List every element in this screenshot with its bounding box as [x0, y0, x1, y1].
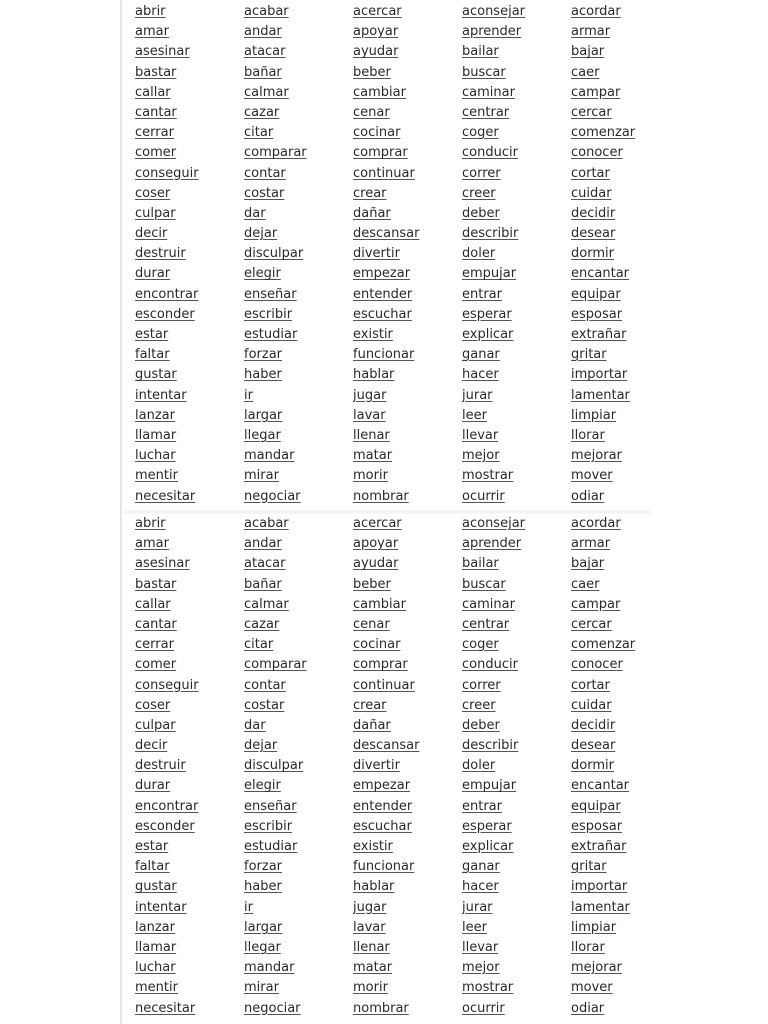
verb-link[interactable]: bailar [462, 44, 499, 60]
verb-link[interactable]: escribir [244, 306, 293, 322]
verb-link[interactable]: mandar [244, 960, 295, 976]
verb-link[interactable]: aconsejar [462, 516, 526, 531]
verb-link[interactable]: centrar [462, 616, 510, 632]
verb-link[interactable]: cerrar [135, 125, 174, 141]
verb-link[interactable]: escuchar [353, 818, 412, 834]
verb-link[interactable]: encantar [571, 778, 629, 794]
verb-link[interactable]: bañar [244, 576, 282, 592]
verb-link[interactable]: contar [244, 677, 286, 693]
verb-link[interactable]: acabar [244, 4, 289, 19]
verb-link[interactable]: jurar [462, 387, 493, 403]
verb-link[interactable]: mirar [244, 980, 279, 996]
verb-link[interactable]: cuidar [571, 185, 612, 201]
verb-link[interactable]: odiar [571, 1000, 605, 1016]
verb-link[interactable]: destruir [135, 246, 186, 262]
verb-link[interactable]: explicar [462, 839, 514, 854]
verb-link[interactable]: coger [462, 637, 499, 653]
verb-link[interactable]: nombrar [353, 1000, 409, 1016]
verb-link[interactable]: amar [135, 536, 169, 552]
verb-link[interactable]: funcionar [353, 347, 415, 363]
verb-link[interactable]: escuchar [353, 306, 412, 322]
verb-link[interactable]: ayudar [353, 556, 399, 572]
verb-link[interactable]: gustar [135, 367, 177, 383]
verb-link[interactable]: bastar [135, 576, 177, 592]
verb-link[interactable]: llegar [244, 939, 281, 955]
verb-link[interactable]: disculpar [244, 246, 304, 262]
verb-link[interactable]: lavar [353, 919, 386, 935]
verb-link[interactable]: morir [353, 468, 388, 484]
verb-link[interactable]: coger [462, 125, 499, 141]
verb-link[interactable]: empujar [462, 266, 517, 282]
verb-link[interactable]: esposar [571, 306, 623, 322]
verb-link[interactable]: descansar [353, 738, 420, 754]
verb-link[interactable]: hacer [462, 367, 499, 383]
verb-link[interactable]: faltar [135, 859, 170, 875]
verb-link[interactable]: llegar [244, 427, 281, 443]
verb-link[interactable]: mejorar [571, 448, 622, 464]
verb-link[interactable]: llevar [462, 939, 499, 955]
verb-link[interactable]: caer [571, 64, 600, 80]
verb-link[interactable]: doler [462, 758, 496, 774]
verb-link[interactable]: hablar [353, 367, 395, 383]
verb-link[interactable]: caminar [462, 596, 515, 612]
verb-link[interactable]: descansar [353, 226, 420, 242]
verb-link[interactable]: callar [135, 84, 171, 100]
verb-link[interactable]: cantar [135, 616, 177, 632]
verb-link[interactable]: encontrar [135, 286, 199, 302]
verb-link[interactable]: aprender [462, 536, 522, 552]
verb-link[interactable]: estudiar [244, 327, 298, 342]
verb-link[interactable]: cenar [353, 104, 390, 120]
verb-link[interactable]: mentir [135, 468, 178, 484]
verb-link[interactable]: decidir [571, 205, 616, 221]
verb-link[interactable]: cuidar [571, 697, 612, 713]
verb-link[interactable]: cazar [244, 104, 280, 120]
verb-link[interactable]: buscar [462, 576, 506, 592]
verb-link[interactable]: haber [244, 879, 282, 895]
verb-link[interactable]: bastar [135, 64, 177, 80]
verb-link[interactable]: cambiar [353, 596, 406, 612]
verb-link[interactable]: andar [244, 24, 282, 40]
verb-link[interactable]: culpar [135, 717, 176, 733]
verb-link[interactable]: decidir [571, 717, 616, 733]
verb-link[interactable]: hablar [353, 879, 395, 895]
verb-link[interactable]: destruir [135, 758, 186, 774]
verb-link[interactable]: desear [571, 738, 616, 754]
verb-link[interactable]: jugar [353, 899, 387, 915]
verb-link[interactable]: entrar [462, 286, 502, 302]
verb-link[interactable]: cenar [353, 616, 390, 632]
verb-link[interactable]: correr [462, 677, 501, 693]
verb-link[interactable]: funcionar [353, 859, 415, 875]
verb-link[interactable]: forzar [244, 859, 283, 875]
verb-link[interactable]: mejor [462, 960, 500, 976]
verb-link[interactable]: aconsejar [462, 4, 526, 19]
verb-link[interactable]: jugar [353, 387, 387, 403]
verb-link[interactable]: costar [244, 185, 285, 201]
verb-link[interactable]: beber [353, 576, 391, 592]
verb-link[interactable]: mentir [135, 980, 178, 996]
verb-link[interactable]: dormir [571, 246, 614, 262]
verb-link[interactable]: importar [571, 367, 628, 383]
verb-link[interactable]: apoyar [353, 536, 399, 552]
verb-link[interactable]: andar [244, 536, 282, 552]
verb-link[interactable]: culpar [135, 205, 176, 221]
verb-link[interactable]: conseguir [135, 677, 199, 693]
verb-link[interactable]: intentar [135, 899, 187, 915]
verb-link[interactable]: lanzar [135, 407, 175, 423]
verb-link[interactable]: negociar [244, 1000, 301, 1016]
verb-link[interactable]: extrañar [571, 839, 627, 854]
verb-link[interactable]: largar [244, 407, 283, 423]
verb-link[interactable]: bajar [571, 44, 605, 60]
verb-link[interactable]: nombrar [353, 488, 409, 504]
verb-link[interactable]: necesitar [135, 1000, 196, 1016]
verb-link[interactable]: encantar [571, 266, 629, 282]
verb-link[interactable]: largar [244, 919, 283, 935]
verb-link[interactable]: caminar [462, 84, 515, 100]
verb-link[interactable]: crear [353, 185, 387, 201]
verb-link[interactable]: campar [571, 84, 621, 100]
verb-link[interactable]: calmar [244, 596, 289, 612]
verb-link[interactable]: cercar [571, 616, 612, 632]
verb-link[interactable]: acordar [571, 516, 621, 531]
verb-link[interactable]: bailar [462, 556, 499, 572]
verb-link[interactable]: gustar [135, 879, 177, 895]
verb-link[interactable]: esperar [462, 818, 512, 834]
verb-link[interactable]: comer [135, 657, 177, 673]
verb-link[interactable]: necesitar [135, 488, 196, 504]
verb-link[interactable]: negociar [244, 488, 301, 504]
verb-link[interactable]: enseñar [244, 286, 297, 302]
verb-link[interactable]: llenar [353, 939, 390, 955]
verb-link[interactable]: llenar [353, 427, 390, 443]
verb-link[interactable]: ocurrir [462, 488, 505, 504]
verb-link[interactable]: cortar [571, 677, 610, 693]
verb-link[interactable]: coser [135, 697, 171, 713]
verb-link[interactable]: leer [462, 407, 487, 423]
verb-link[interactable]: comparar [244, 657, 307, 673]
verb-link[interactable]: esconder [135, 306, 195, 322]
verb-link[interactable]: importar [571, 879, 628, 895]
verb-link[interactable]: cantar [135, 104, 177, 120]
verb-link[interactable]: calmar [244, 84, 289, 100]
verb-link[interactable]: ir [244, 387, 253, 403]
verb-link[interactable]: matar [353, 448, 393, 464]
verb-link[interactable]: describir [462, 738, 519, 754]
verb-link[interactable]: dar [244, 205, 266, 221]
verb-link[interactable]: intentar [135, 387, 187, 403]
verb-link[interactable]: mirar [244, 468, 279, 484]
verb-link[interactable]: conseguir [135, 165, 199, 181]
verb-link[interactable]: asesinar [135, 556, 190, 572]
verb-link[interactable]: citar [244, 125, 274, 141]
verb-link[interactable]: estar [135, 327, 169, 342]
verb-link[interactable]: divertir [353, 758, 400, 774]
verb-link[interactable]: conocer [571, 657, 623, 673]
verb-link[interactable]: armar [571, 536, 611, 552]
verb-link[interactable]: acercar [353, 516, 402, 531]
verb-link[interactable]: llorar [571, 427, 605, 443]
verb-link[interactable]: cocinar [353, 637, 401, 653]
verb-link[interactable]: asesinar [135, 44, 190, 60]
verb-link[interactable]: lamentar [571, 387, 630, 403]
verb-link[interactable]: comer [135, 145, 177, 161]
verb-link[interactable]: dar [244, 717, 266, 733]
verb-link[interactable]: bajar [571, 556, 605, 572]
verb-link[interactable]: llorar [571, 939, 605, 955]
verb-link[interactable]: amar [135, 24, 169, 40]
verb-link[interactable]: apoyar [353, 24, 399, 40]
verb-link[interactable]: beber [353, 64, 391, 80]
verb-link[interactable]: dormir [571, 758, 614, 774]
verb-link[interactable]: entender [353, 798, 413, 814]
verb-link[interactable]: ganar [462, 859, 500, 875]
verb-link[interactable]: luchar [135, 448, 176, 464]
verb-link[interactable]: escribir [244, 818, 293, 834]
verb-link[interactable]: limpiar [571, 407, 617, 423]
verb-link[interactable]: leer [462, 919, 487, 935]
verb-link[interactable]: ir [244, 899, 253, 915]
verb-link[interactable]: abrir [135, 4, 166, 19]
verb-link[interactable]: empezar [353, 778, 411, 794]
verb-link[interactable]: lavar [353, 407, 386, 423]
verb-link[interactable]: dañar [353, 205, 391, 221]
verb-link[interactable]: cazar [244, 616, 280, 632]
verb-link[interactable]: decir [135, 738, 168, 754]
verb-link[interactable]: llamar [135, 427, 177, 443]
verb-link[interactable]: equipar [571, 286, 621, 302]
verb-link[interactable]: conducir [462, 657, 518, 673]
verb-link[interactable]: atacar [244, 556, 286, 572]
verb-link[interactable]: faltar [135, 347, 170, 363]
verb-link[interactable]: costar [244, 697, 285, 713]
verb-table-bottom [124, 514, 648, 1024]
verb-link[interactable]: abrir [135, 516, 166, 531]
verb-link[interactable]: gritar [571, 347, 607, 363]
verb-link[interactable]: coser [135, 185, 171, 201]
left-margin-rule [120, 0, 122, 1024]
verb-link[interactable]: mejorar [571, 960, 622, 976]
verb-link[interactable]: extrañar [571, 327, 627, 342]
verb-link[interactable]: encontrar [135, 798, 199, 814]
verb-link[interactable]: mostrar [462, 468, 514, 484]
verb-link[interactable]: crear [353, 697, 387, 713]
verb-link[interactable]: odiar [571, 488, 605, 504]
verb-link[interactable]: elegir [244, 266, 281, 282]
verb-link[interactable]: cambiar [353, 84, 406, 100]
verb-link[interactable]: cercar [571, 104, 612, 120]
verb-link[interactable]: equipar [571, 798, 621, 814]
verb-link[interactable]: continuar [353, 677, 415, 693]
verb-link[interactable]: mover [571, 980, 613, 996]
verb-link[interactable]: explicar [462, 327, 514, 342]
verb-link[interactable]: doler [462, 246, 496, 262]
verb-link[interactable]: morir [353, 980, 388, 996]
verb-link[interactable]: divertir [353, 246, 400, 262]
verb-link[interactable]: creer [462, 185, 496, 201]
verb-table-top [124, 2, 648, 510]
verb-link[interactable]: lamentar [571, 899, 630, 915]
verb-link[interactable]: esperar [462, 306, 512, 322]
verb-link[interactable]: atacar [244, 44, 286, 60]
verb-link[interactable]: armar [571, 24, 611, 40]
verb-link[interactable]: dejar [244, 226, 278, 242]
verb-link[interactable]: luchar [135, 960, 176, 976]
verb-link[interactable]: contar [244, 165, 286, 181]
verb-link[interactable]: decir [135, 226, 168, 242]
verb-link[interactable]: correr [462, 165, 501, 181]
verb-link[interactable]: creer [462, 697, 496, 713]
verb-link[interactable]: matar [353, 960, 393, 976]
verb-link[interactable]: cocinar [353, 125, 401, 141]
verb-link[interactable]: comenzar [571, 125, 636, 141]
verb-link[interactable]: ganar [462, 347, 500, 363]
verb-link[interactable]: aprender [462, 24, 522, 40]
verb-link[interactable]: continuar [353, 165, 415, 181]
verb-link[interactable]: describir [462, 226, 519, 242]
verb-link[interactable]: desear [571, 226, 616, 242]
verb-link[interactable]: entender [353, 286, 413, 302]
verb-link[interactable]: deber [462, 717, 500, 733]
verb-link[interactable]: forzar [244, 347, 283, 363]
verb-link[interactable]: entrar [462, 798, 502, 814]
verb-link[interactable]: centrar [462, 104, 510, 120]
verb-link[interactable]: acercar [353, 4, 402, 19]
verb-link[interactable]: bañar [244, 64, 282, 80]
verb-link[interactable]: dejar [244, 738, 278, 754]
verb-link[interactable]: conocer [571, 145, 623, 161]
verb-link[interactable]: citar [244, 637, 274, 653]
verb-link[interactable]: estudiar [244, 839, 298, 854]
verb-link[interactable]: llamar [135, 939, 177, 955]
verb-link[interactable]: durar [135, 266, 171, 282]
verb-link[interactable]: buscar [462, 64, 506, 80]
verb-link[interactable]: enseñar [244, 798, 297, 814]
verb-link[interactable]: elegir [244, 778, 281, 794]
verb-link[interactable]: caer [571, 576, 600, 592]
verb-link[interactable]: existir [353, 839, 393, 854]
verb-link[interactable]: deber [462, 205, 500, 221]
verb-link[interactable]: comenzar [571, 637, 636, 653]
verb-link[interactable]: ayudar [353, 44, 399, 60]
verb-link[interactable]: estar [135, 839, 169, 854]
verb-link[interactable]: haber [244, 367, 282, 383]
verb-link[interactable]: durar [135, 778, 171, 794]
verb-link[interactable]: comprar [353, 657, 408, 673]
verb-link[interactable]: limpiar [571, 919, 617, 935]
verb-link[interactable]: callar [135, 596, 171, 612]
verb-link[interactable]: cortar [571, 165, 610, 181]
verb-link[interactable]: existir [353, 327, 393, 342]
verb-link[interactable]: llevar [462, 427, 499, 443]
verb-link[interactable]: empujar [462, 778, 517, 794]
verb-link[interactable]: acordar [571, 4, 621, 19]
verb-grid-top [124, 2, 648, 507]
verb-link[interactable]: dañar [353, 717, 391, 733]
verb-link[interactable]: gritar [571, 859, 607, 875]
verb-link[interactable]: esposar [571, 818, 623, 834]
verb-link[interactable]: comprar [353, 145, 408, 161]
verb-link[interactable]: ocurrir [462, 1000, 505, 1016]
verb-link[interactable]: campar [571, 596, 621, 612]
verb-link[interactable]: empezar [353, 266, 411, 282]
verb-link[interactable]: cerrar [135, 637, 174, 653]
verb-link[interactable]: lanzar [135, 919, 175, 935]
verb-link[interactable]: mostrar [462, 980, 514, 996]
verb-link[interactable]: mover [571, 468, 613, 484]
verb-link[interactable]: mejor [462, 448, 500, 464]
verb-link[interactable]: jurar [462, 899, 493, 915]
verb-link[interactable]: hacer [462, 879, 499, 895]
verb-link[interactable]: disculpar [244, 758, 304, 774]
verb-grid-bottom [124, 514, 648, 1019]
verb-link[interactable]: acabar [244, 516, 289, 531]
verb-link[interactable]: comparar [244, 145, 307, 161]
verb-link[interactable]: mandar [244, 448, 295, 464]
verb-link[interactable]: conducir [462, 145, 518, 161]
verb-link[interactable]: esconder [135, 818, 195, 834]
